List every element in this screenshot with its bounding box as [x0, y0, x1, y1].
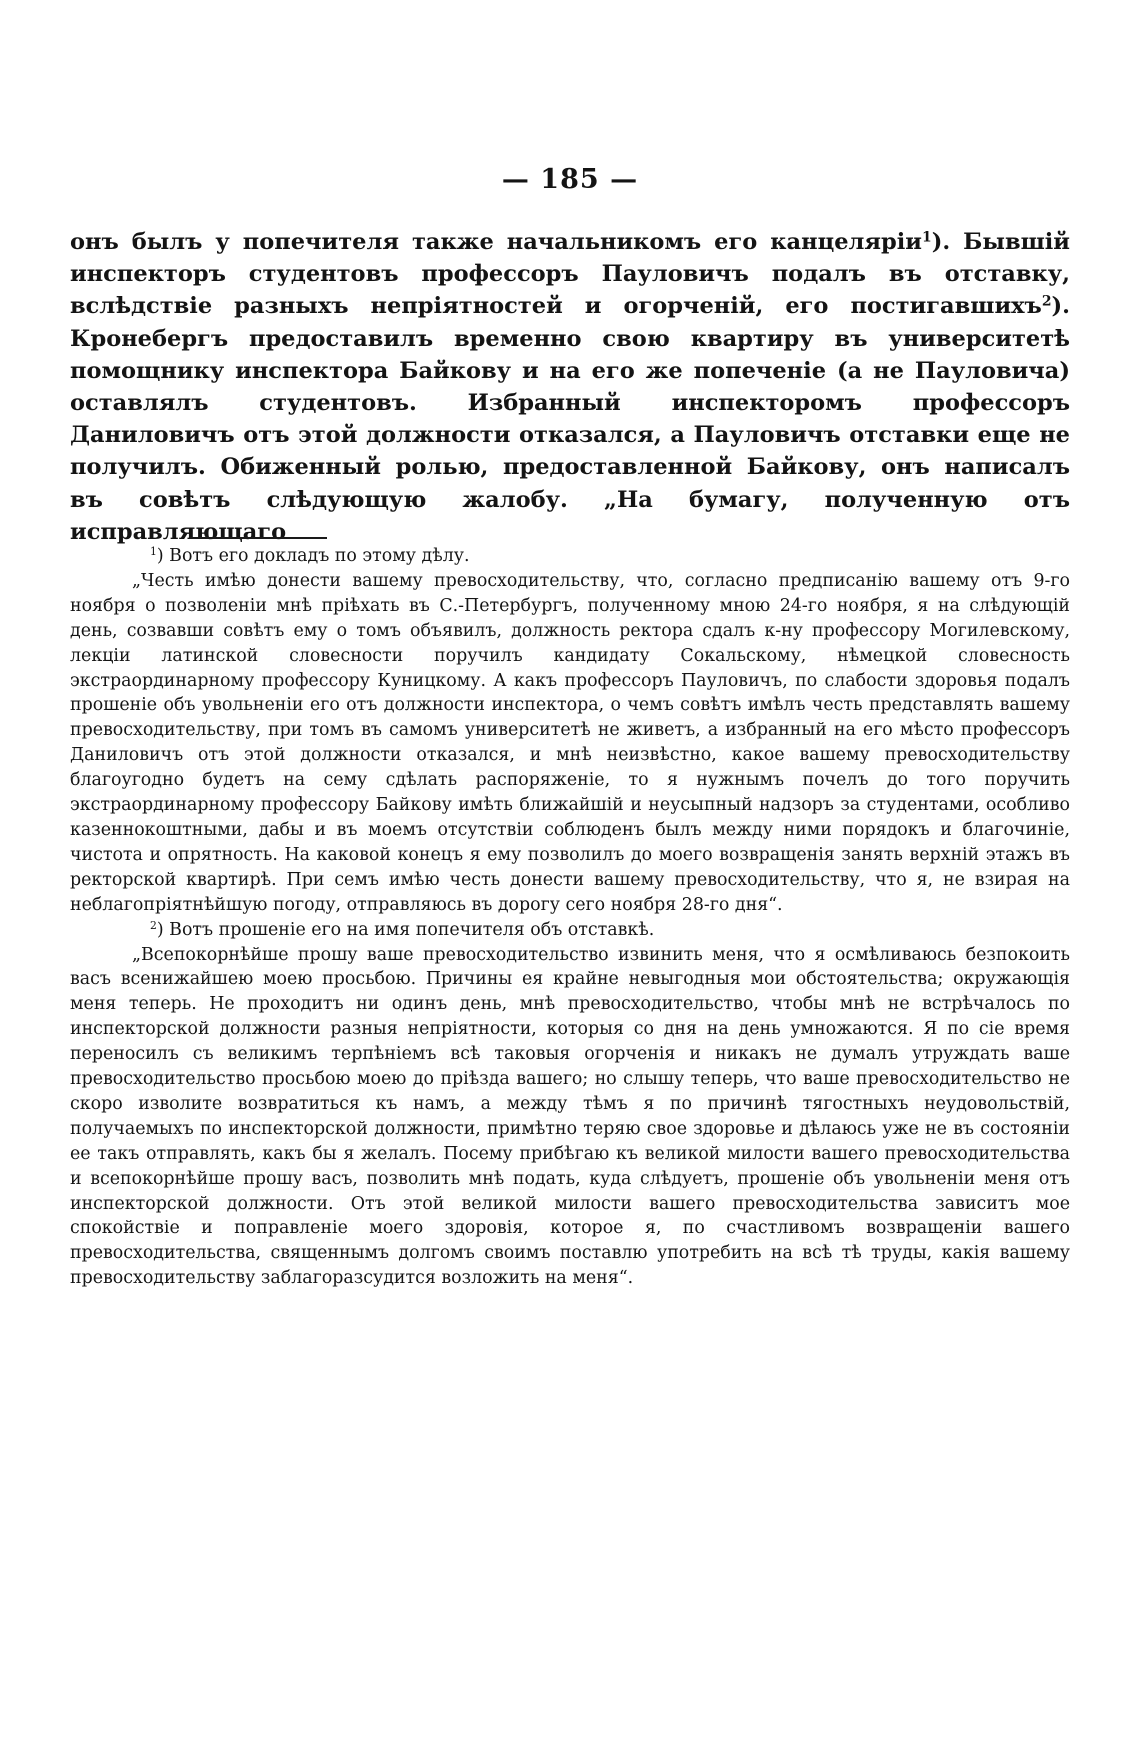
footnote-2-intro [70, 918, 1070, 943]
footnote-ref-1: 1 [921, 229, 932, 246]
footnote-1-marker: 1 [150, 545, 157, 559]
main-text-part-1: онъ былъ у попечителя также начальникомъ его канцеляріи [70, 229, 922, 255]
footnote-1-intro-text: ) Вотъ его докладъ по этому дѣлу. [156, 546, 470, 566]
footnotes-section [70, 544, 1070, 1291]
footnote-2-marker: 2 [150, 918, 157, 932]
footnote-divider [190, 537, 327, 539]
book-page [70, 0, 1070, 1756]
main-text-part-3: ). Кронебергъ предоставилъ временно свою квартиру въ университетѣ помощнику инспектора Байкову и на его же попеченіе (а не Пауловича) оставлялъ студентовъ. Избранный инспекторомъ профессоръ Даниловичъ отъ этой должности отказался, а Пауловичъ отставки еще не получилъ. Обиженный ролью, предоставленной Байкову, онъ написалъ въ совѣтъ слѣдующую жалобу. „На бумагу, полученную отъ исправляющаго [70, 293, 1070, 545]
footnote-1-quote: „Честь имѣю донести вашему превосходительству, что, согласно предписанію вашему отъ 9-го ноября о позволеніи мнѣ пріѣхать въ С.-Петербургъ, полученному мною 24-го ноября, я на слѣдующій день, созвавши совѣтъ ему о томъ объявилъ, должность ректора сдалъ к-ну профессору Могилевскому, лекціи латинской словесности поручилъ кандидату Сокальскому, нѣмецкой словесность экстраординарному профессору Куницкому. А какъ профессоръ Пауловичъ, по слабости здоровья подалъ прошеніе объ увольненіи его отъ должности инспектора, о чемъ совѣтъ имѣлъ честь представлять вашему превосходительству, при томъ въ самомъ университетѣ не живетъ, а избранный на его мѣсто профессоръ Даниловичъ отъ этой должности отказался, и мнѣ неизвѣстно, какое вашему превосходительству благоугодно будетъ на сему сдѣлать распоряженіе, то я нужнымъ почелъ до того поручить экстраординарному профессору Байкову имѣть ближайшій и неусыпный надзоръ за студентами, особливо казеннокоштными, дабы и въ моемъ отсутствіи соблюденъ былъ между ними порядокъ и благочиніе, чистота и опрятность. На каковой конецъ я ему позволилъ до моего возвращенія занять верхній этажъ въ ректорской квартирѣ. При семъ имѣю честь донести вашему превосходительству, что я, не взирая на неблагопріятнѣйшую погоду, отправляюсь въ дорогу сего ноября 28-го дня“. [70, 570, 1070, 915]
main-body-text [70, 226, 1070, 548]
footnote-ref-2: 2 [1041, 293, 1052, 310]
footnote-2-quote: „Всепокорнѣйше прошу ваше превосходительство извинить меня, что я осмѣливаюсь безпокоить васъ всенижайшею моею просьбою. Причины ея крайне невыгодныя мои обстоятельства; окружающія меня теперь. Не проходитъ ни одинъ день, мнѣ превосходительство, чтобы мнѣ не встрѣчалось по инспекторской должности разныя непріятности, которыя со дня на день умножаются. Я по сіе время переносилъ съ великимъ терпѣніемъ всѣ таковыя огорченія и никакъ не думалъ утруждать ваше превосходительство просьбою моею до пріѣзда вашего; но слышу теперь, что ваше превосходительство не скоро изволите возвратиться къ намъ, а между тѣмъ я по причинѣ тягостныхъ неудовольствій, получаемыхъ по инспекторской должности, примѣтно теряю свое здоровье и дѣлаюсь уже не въ состояніи ее такъ отправлять, какъ бы я желалъ. Посему прибѣгаю къ великой милости вашего превосходительства и всепокорнѣйше прошу васъ, позволить мнѣ подать, куда слѣдуетъ, прошеніе объ увольненіи меня отъ инспекторской должности. Отъ этой великой милости вашего превосходительства зависитъ мое спокойствіе и поправленіе моего здоровія, которое я, по счастливомъ возвращеніи вашего превосходительства, священнымъ долгомъ своимъ поставлю употребить на всѣ тѣ труды, какія вашему превосходительству заблагоразсудится возложить на меня“. [70, 944, 1070, 1289]
page-number: — 185 — [501, 164, 639, 195]
main-text-part-2: ). Бывшій инспекторъ студентовъ профессоръ Пауловичъ подалъ въ отставку, вслѣдствіе разныхъ непріятностей и огорченій, его постигавшихъ [70, 229, 1070, 320]
footnote-2-intro-text: ) Вотъ прошеніе его на имя попечителя объ отставкѣ. [156, 919, 655, 940]
footnote-1-intro [70, 544, 1070, 569]
